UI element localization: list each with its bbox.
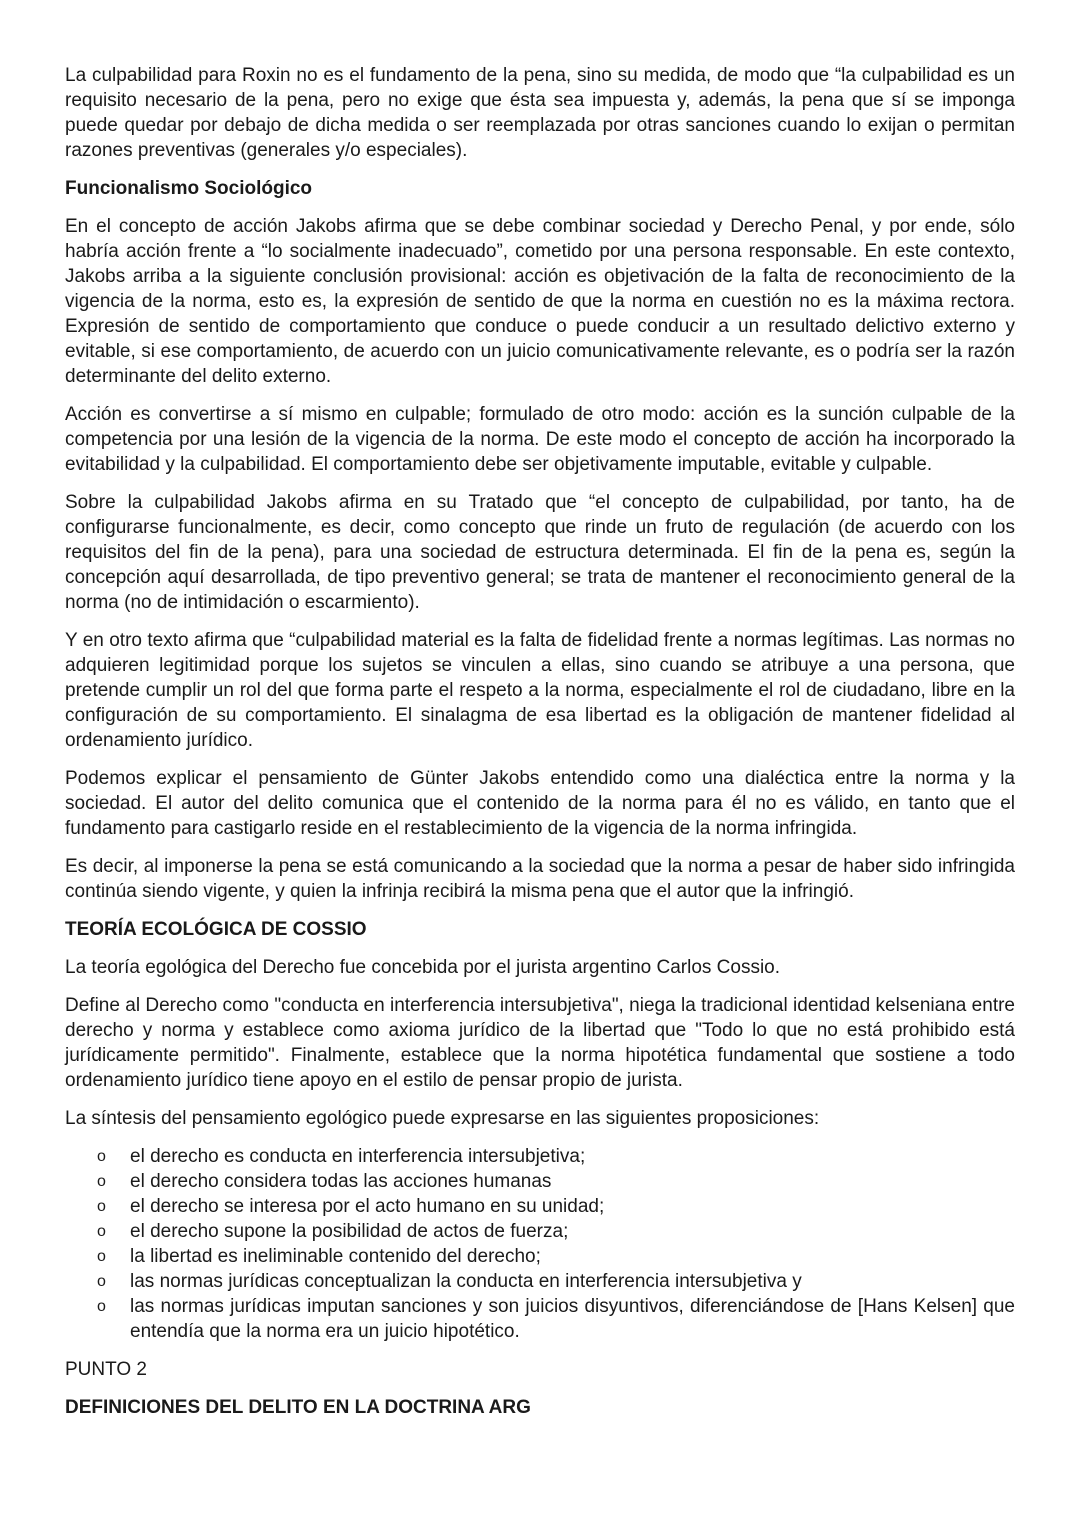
list-item-text: el derecho es conducta en interferencia intersubjetiva; bbox=[130, 1146, 586, 1167]
list-item bbox=[65, 1144, 1015, 1169]
list-item bbox=[65, 1169, 1015, 1194]
section-label-punto-2: PUNTO 2 bbox=[65, 1359, 148, 1380]
egological-propositions-list bbox=[65, 1144, 1015, 1344]
list-item bbox=[65, 1244, 1015, 1269]
paragraph-roxin-culpability: La culpabilidad para Roxin no es el fundamento de la pena, sino su medida, de modo que “la culpabilidad es un requisito necesario de la pena, pero no exige que ésta sea impuesta y, además, la pena que sí se imponga puede quedar por debajo de dicha medida o ser reemplazada por otras sanciones cuando lo exijan o permitan razones preventivas (generales y/o especiales). bbox=[65, 65, 1015, 161]
list-item-text: las normas jurídicas imputan sanciones y son juicios disyuntivos, diferenciándose de [Hans Kelsen] que entendía que la norma era un juicio hipotético. bbox=[130, 1296, 1015, 1342]
list-item bbox=[65, 1269, 1015, 1294]
paragraph-pena-comunicacion: Es decir, al imponerse la pena se está comunicando a la sociedad que la norma a pesar de haber sido infringida continúa siendo vigente, y quien la infrinja recibirá la misma pena que el autor que la infringió. bbox=[65, 856, 1015, 902]
paragraph-jakobs-dialectic: Podemos explicar el pensamiento de Günter Jakobs entendido como una dialéctica entre la norma y la sociedad. El autor del delito comunica que el contenido de la norma para él no es válido, en tanto que el fundamento para castigarlo reside en el restablecimiento de la vigencia de la norma infringida. bbox=[65, 768, 1015, 839]
document-page bbox=[65, 63, 1015, 1433]
paragraph-material-culpability: Y en otro texto afirma que “culpabilidad material es la falta de fidelidad frente a normas legítimas. Las normas no adquieren legitimidad porque los sujetos se vinculen a ellas, sino cuando se atribuye a una persona, que pretende cumplir un rol del que forma parte el respeto a la norma, especialmente el rol de ciudadano, libre en la configuración de su comportamiento. El sinalagma de esa libertad es la obligación de mantener fidelidad al ordenamiento jurídico. bbox=[65, 630, 1015, 751]
paragraph-jakobs-treatise: Sobre la culpabilidad Jakobs afirma en su Tratado que “el concepto de culpabilidad, por tanto, ha de configurarse funcionalmente, es decir, como concepto que rinde un fruto de regulación (de acuerdo con los requisitos del fin de la pena), para una sociedad de estructura determinada. El fin de la pena es, según la concepción aquí desarrollada, de tipo preventivo general; se trata de mantener el reconocimiento general de la norma (no de intimidación o escarmiento). bbox=[65, 492, 1015, 613]
list-item bbox=[65, 1194, 1015, 1219]
heading-funcionalismo-sociologico: Funcionalismo Sociológico bbox=[65, 178, 313, 199]
bullet-symbol: o bbox=[97, 1173, 106, 1190]
list-item-text: las normas jurídicas conceptualizan la conducta en interferencia intersubjetiva y bbox=[130, 1271, 802, 1292]
bullet-symbol: o bbox=[97, 1273, 106, 1290]
paragraph-jakobs-action-concept: En el concepto de acción Jakobs afirma que se debe combinar sociedad y Derecho Penal, y por ende, sólo habría acción frente a “lo socialmente inadecuado”, cometido por una persona responsable. En este contexto, Jakobs arriba a la siguiente conclusión provisional: acción es objetivación de la falta de reconocimiento de la vigencia de la norma, esto es, la expresión de sentido de que la norma en cuestión no es la máxima rectora. Expresión de sentido de comportamiento que conduce o puede conducir a un resultado delictivo externo y evitable, si ese comportamiento, de acuerdo con un juicio comunicativamente relevante, es o podría ser la razón determinante del delito externo. bbox=[65, 216, 1015, 387]
bullet-symbol: o bbox=[97, 1298, 106, 1315]
paragraph-derecho-definition: Define al Derecho como "conducta en interferencia intersubjetiva", niega la tradicional identidad kelseniana entre derecho y norma y establece como axioma jurídico de la libertad que "Todo lo que no está prohibido está jurídicamente permitido". Finalmente, establece que la norma hipotética fundamental que sostiene a todo ordenamiento jurídico tiene apoyo en el estilo de pensar propio de jurista. bbox=[65, 995, 1015, 1091]
bullet-symbol: o bbox=[97, 1248, 106, 1265]
paragraph-egological-intro: La teoría egológica del Derecho fue concebida por el jurista argentino Carlos Cossio. bbox=[65, 957, 781, 978]
list-item bbox=[65, 1294, 1015, 1344]
list-item-text: el derecho supone la posibilidad de actos de fuerza; bbox=[130, 1221, 569, 1242]
paragraph-action-culpable: Acción es convertirse a sí mismo en culpable; formulado de otro modo: acción es la sunción culpable de la competencia por una lesión de la vigencia de la norma. De este modo el concepto de acción ha incorporado la evitabilidad y la culpabilidad. El comportamiento debe ser objetivamente imputable, evitable y culpable. bbox=[65, 404, 1015, 475]
list-item-text: el derecho considera todas las acciones humanas bbox=[130, 1171, 552, 1192]
bullet-symbol: o bbox=[97, 1198, 106, 1215]
list-item bbox=[65, 1219, 1015, 1244]
bullet-symbol: o bbox=[97, 1223, 106, 1240]
list-item-text: el derecho se interesa por el acto humano en su unidad; bbox=[130, 1196, 605, 1217]
heading-definiciones-delito: DEFINICIONES DEL DELITO EN LA DOCTRINA ARG bbox=[65, 1397, 531, 1418]
bullet-symbol: o bbox=[97, 1148, 106, 1165]
list-item-text: la libertad es ineliminable contenido del derecho; bbox=[130, 1246, 541, 1267]
paragraph-synthesis-intro: La síntesis del pensamiento egológico puede expresarse en las siguientes proposiciones: bbox=[65, 1108, 820, 1129]
heading-teoria-cossio: TEORÍA ECOLÓGICA DE COSSIO bbox=[65, 919, 367, 940]
